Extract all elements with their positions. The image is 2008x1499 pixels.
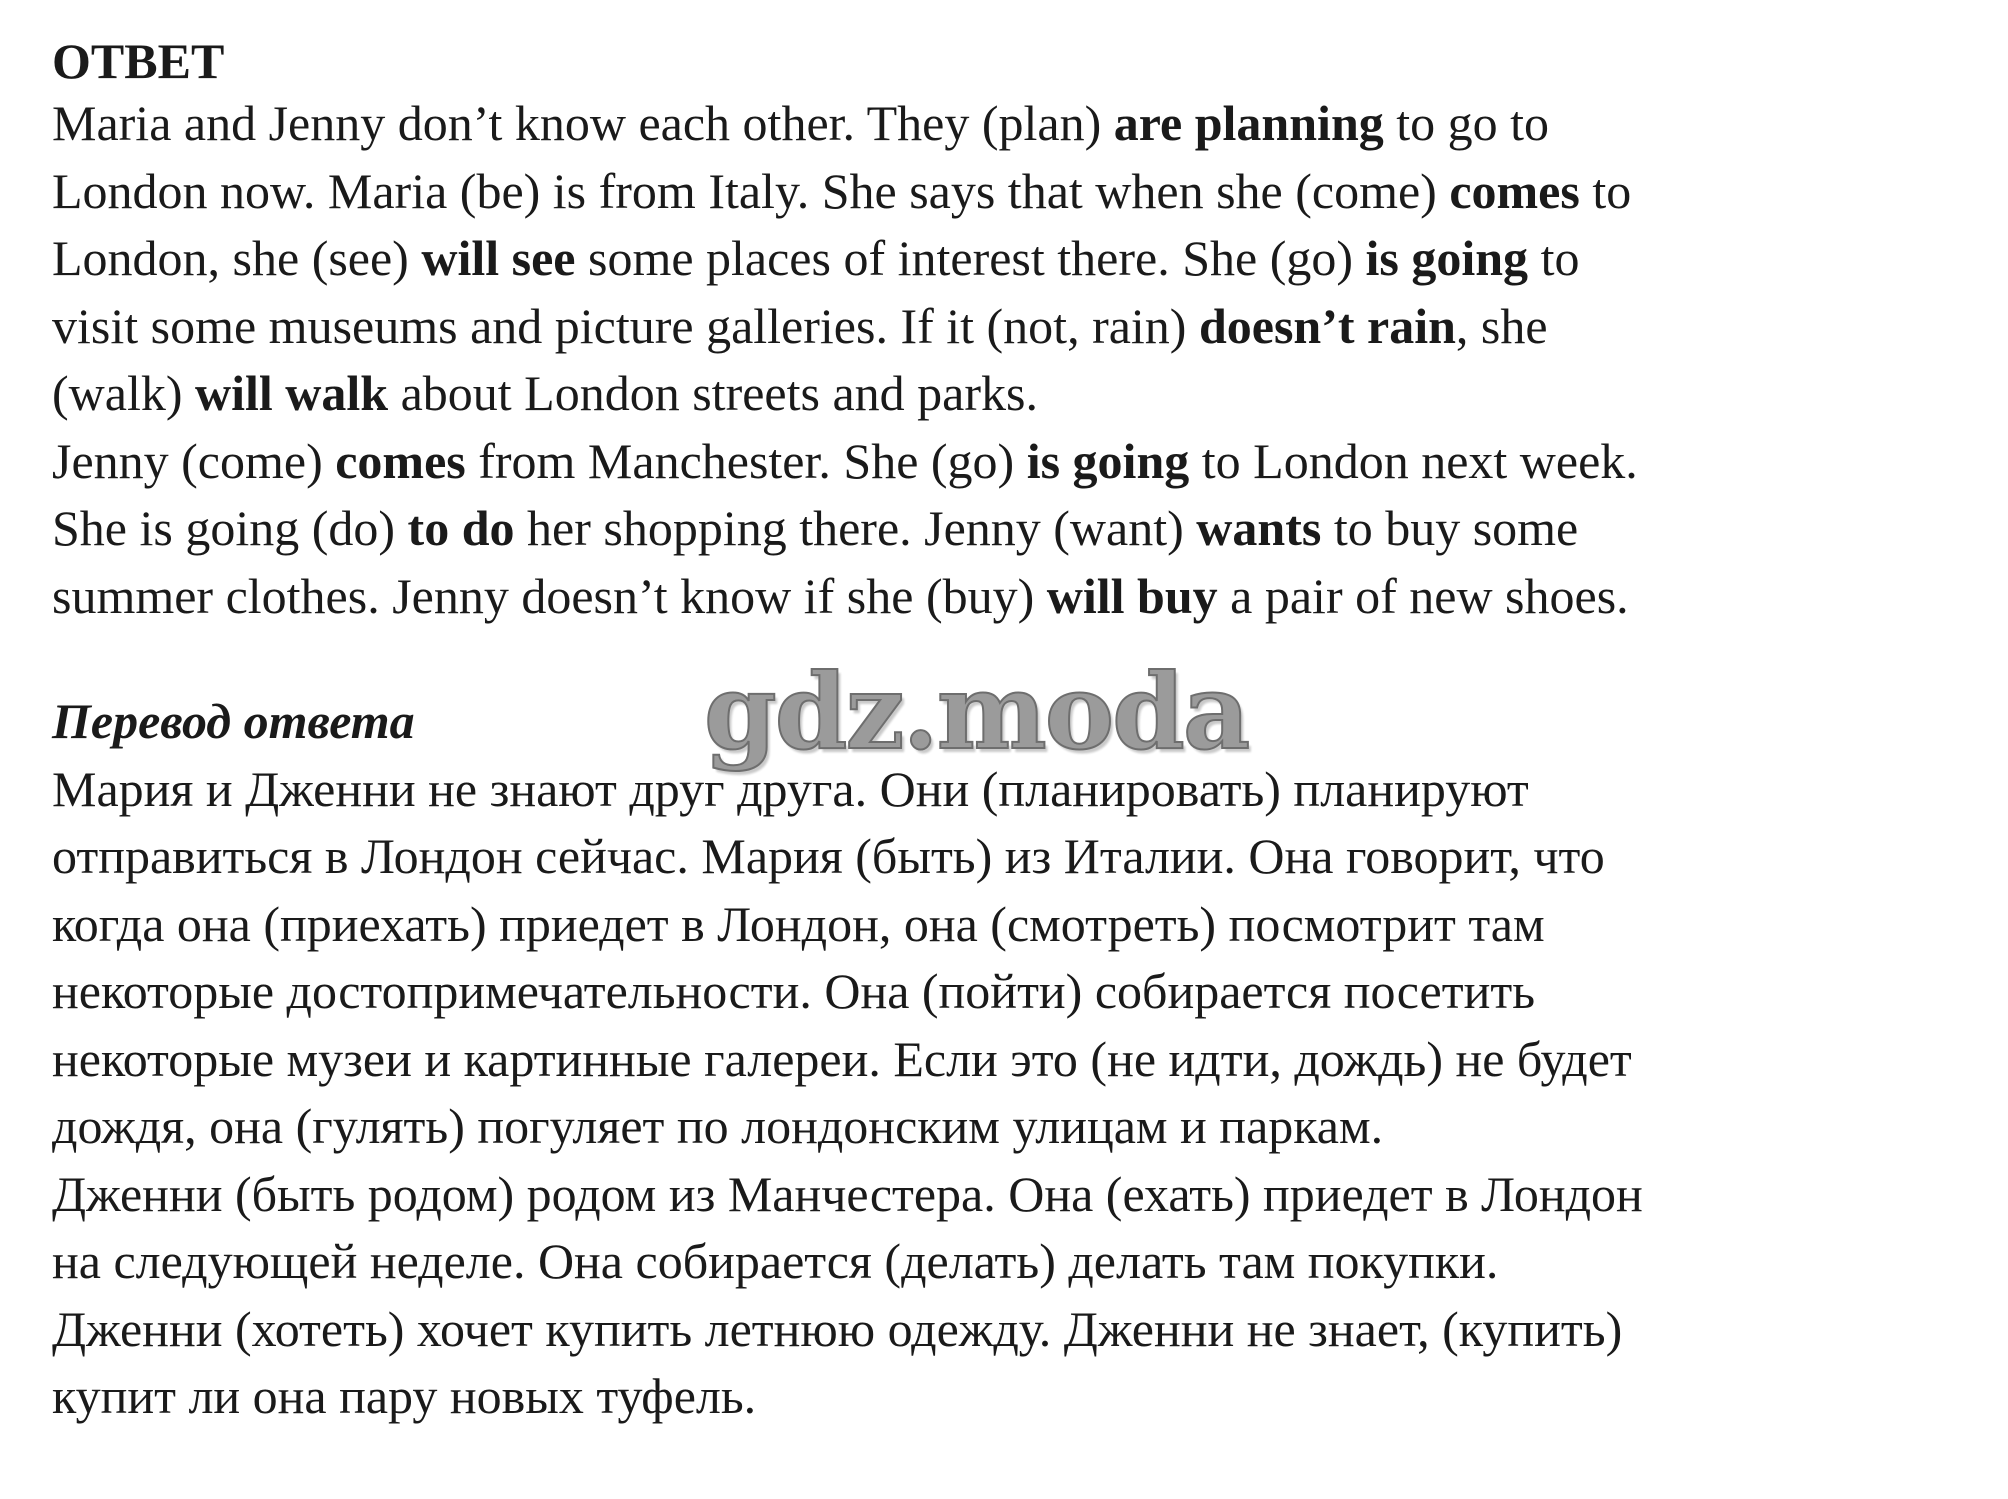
answer-text: some places of interest there. She (go)	[575, 230, 1366, 286]
answer-text: from Manchester. She (go)	[465, 432, 1027, 489]
answer-text: Maria and Jenny don’t know each other. They (plan)	[52, 95, 1114, 151]
answer-verb-bold: are planning	[1113, 95, 1384, 151]
translation-line: Мария и Дженни не знают друг друга. Они (планировать) планируют	[52, 760, 1529, 817]
answer-text: to	[1528, 230, 1580, 286]
answer-text: She is going (do)	[52, 500, 408, 556]
answer-line	[52, 360, 1982, 428]
translation-line: купит ли она пару новых туфель.	[52, 1368, 757, 1424]
answer-line	[52, 428, 1982, 496]
answer-paragraph	[52, 90, 1982, 630]
answer-text: her shopping there. Jenny (want)	[514, 500, 1197, 556]
answer-text: to go to	[1383, 95, 1550, 151]
answer-text: to	[1579, 162, 1632, 219]
translation-line: когда она (приехать) приедет в Лондон, она (смотреть) посмотрит там	[52, 895, 1545, 952]
answer-line	[52, 495, 1982, 563]
answer-text: Jenny (come)	[52, 432, 336, 489]
translation-line: на следующей неделе. Она собирается (делать) делать там покупки.	[52, 1233, 1499, 1289]
translation-heading: Перевод ответа	[52, 693, 415, 749]
answer-text: (walk)	[52, 365, 195, 421]
answer-text: about London streets and parks.	[388, 365, 1038, 421]
answer-verb-bold: doesn’t rain	[1198, 297, 1456, 354]
answer-verb-bold: comes	[335, 432, 466, 489]
answer-heading: ОТВЕТ	[52, 33, 225, 89]
answer-text: London now. Maria (be) is from Italy. She says that when she (come)	[52, 162, 1450, 219]
answer-text: summer clothes. Jenny doesn’t know if she (buy)	[52, 567, 1047, 624]
answer-line	[52, 90, 1982, 158]
translation-line: дождя, она (гулять) погуляет по лондонским улицам и паркам.	[52, 1098, 1384, 1154]
answer-verb-bold: will walk	[195, 365, 389, 421]
translation-paragraph	[52, 756, 1982, 1431]
answer-verb-bold: is going	[1365, 230, 1529, 286]
watermark-logo: gdz.moda	[704, 650, 1249, 773]
answer-verb-bold: will buy	[1046, 567, 1218, 624]
translation-line: некоторые достопримечательности. Она (пойти) собирается посетить	[52, 963, 1536, 1019]
answer-verb-bold: to do	[407, 500, 515, 556]
translation-line: Дженни (быть родом) родом из Манчестера. Она (ехать) приедет в Лондон	[52, 1165, 1643, 1222]
answer-line	[52, 158, 1982, 226]
answer-text: visit some museums and picture galleries. If it (not, rain)	[52, 297, 1199, 354]
translation-line: отправиться в Лондон сейчас. Мария (быть) из Италии. Она говорит, что	[52, 828, 1605, 884]
answer-text: a pair of new shoes.	[1217, 567, 1629, 624]
answer-text: to London next week.	[1189, 432, 1638, 489]
answer-text: London, she (see)	[52, 230, 422, 286]
translation-line: Дженни (хотеть) хочет купить летнюю одежду. Дженни не знает, (купить)	[52, 1300, 1623, 1357]
translation-line: некоторые музеи и картинные галереи. Если это (не идти, дождь) не будет	[52, 1030, 1632, 1087]
answer-verb-bold: wants	[1196, 500, 1322, 556]
answer-text: , she	[1455, 297, 1548, 354]
answer-line	[52, 293, 1982, 361]
answer-verb-bold: will see	[421, 230, 576, 286]
answer-verb-bold: is going	[1026, 432, 1190, 489]
answer-line	[52, 563, 1982, 631]
answer-line	[52, 225, 1982, 293]
answer-verb-bold: comes	[1449, 162, 1580, 219]
answer-text: to buy some	[1321, 500, 1579, 556]
